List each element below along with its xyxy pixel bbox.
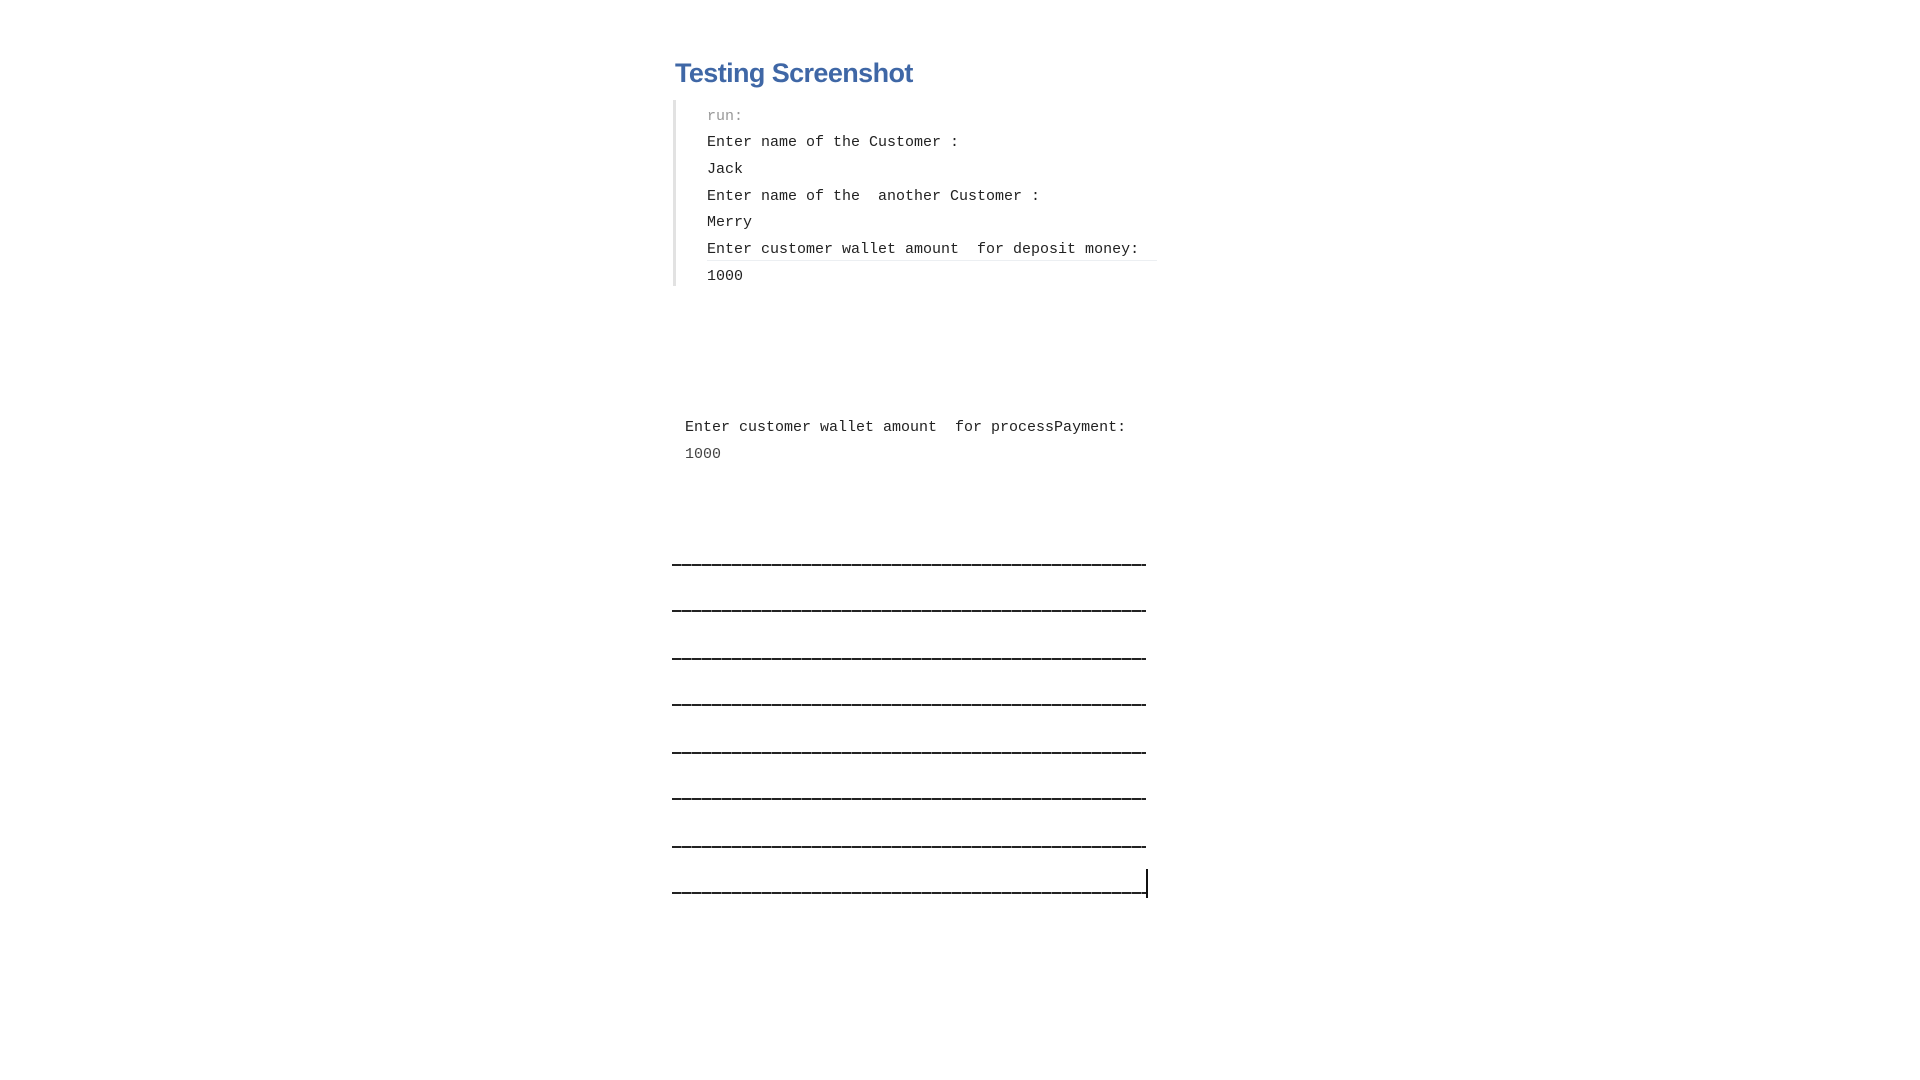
console-line: Enter name of the Customer : xyxy=(707,134,960,151)
console-line: Jack xyxy=(707,161,744,178)
blank-answer-line[interactable] xyxy=(672,846,1146,848)
process-payment-prompt: Enter customer wallet amount for processPayment: xyxy=(685,419,1127,436)
process-payment-value: 1000 xyxy=(685,446,722,463)
console-line: Enter name of the another Customer : xyxy=(707,188,1041,205)
blank-answer-line[interactable] xyxy=(672,704,1146,706)
console-line: 1000 xyxy=(707,268,744,285)
blank-answer-line[interactable] xyxy=(672,564,1146,566)
blank-answer-line[interactable] xyxy=(672,610,1146,612)
console-line: run: xyxy=(707,108,744,125)
blank-answer-line[interactable] xyxy=(672,892,1146,894)
text-cursor xyxy=(1146,869,1148,898)
divider xyxy=(707,260,1157,261)
console-line: Merry xyxy=(707,214,753,231)
blank-answer-line[interactable] xyxy=(672,798,1146,800)
console-line: Enter customer wallet amount for deposit money: xyxy=(707,241,1140,258)
document-heading: Testing Screenshot xyxy=(675,58,913,88)
console-output-block xyxy=(673,100,1236,286)
blank-answer-line[interactable] xyxy=(672,658,1146,660)
blank-answer-line[interactable] xyxy=(672,752,1146,754)
